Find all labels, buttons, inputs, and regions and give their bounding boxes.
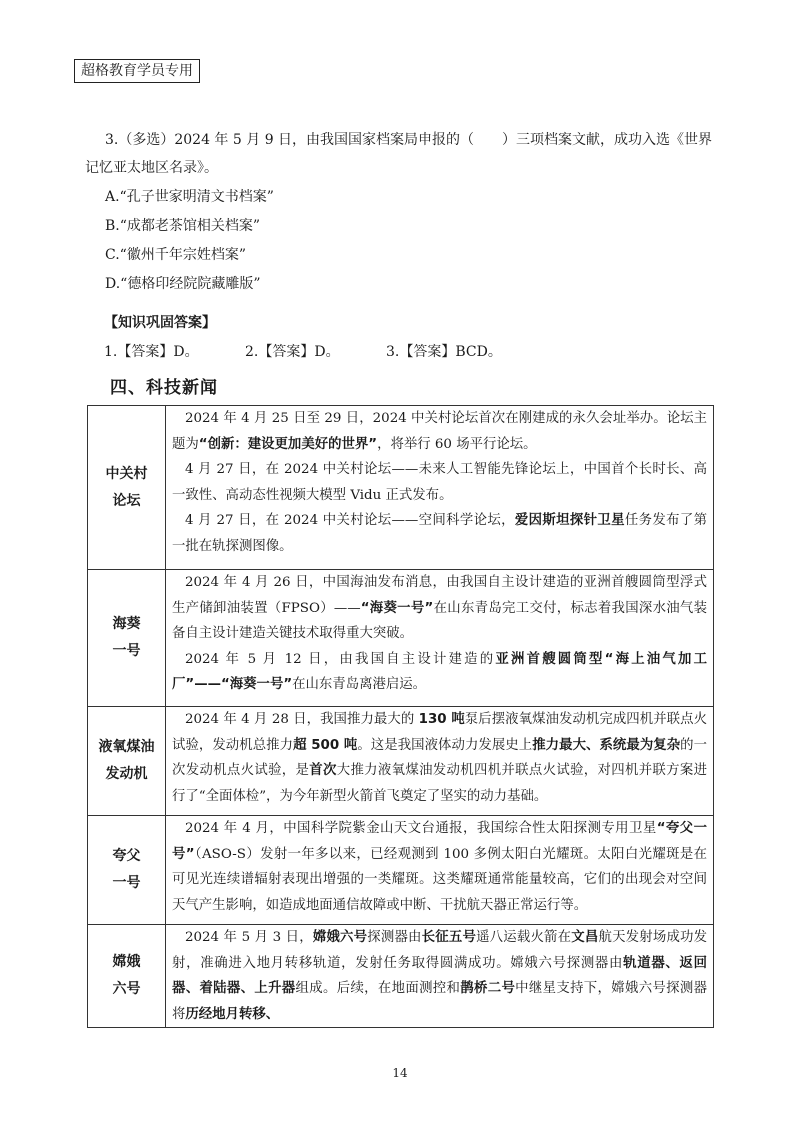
news-label-yyk: 液氧煤油 发动机 [88, 707, 166, 816]
news-content-ce [166, 925, 714, 1028]
answers-row [104, 341, 704, 363]
news-row-yyk [88, 707, 714, 816]
news-table [87, 405, 714, 1028]
news-paragraph: 2024 年 4 月 25 日至 29 日，2024 中关村论坛首次在刚建成的永久会址举办。论坛主题为“创新：建设更加美好的世界”，将举行 60 场平行论坛。 [172, 411, 707, 452]
news-paragraph: 4 月 27 日，在 2024 中关村论坛——空间科学论坛，爱因斯坦探针卫星任务发布了第一批在轨探测图像。 [172, 513, 707, 554]
answer-1: 1.【答案】D。 [104, 344, 199, 360]
news-label-hk: 海葵 一号 [88, 570, 166, 707]
news-paragraph: 2024 年 4 月 26 日，中国海油发布消息，由我国自主设计建造的亚洲首艘圆筒型浮式生产储卸油装置（FPSO）——“海葵一号”在山东青岛完工交付，标志着我国深水油气装备自主设计建造关键技术取得重大突破。 [172, 575, 708, 642]
news-content-kf [166, 816, 714, 925]
news-row-zgc [88, 406, 714, 570]
option-d: D.“德格印经院院藏雕版” [105, 276, 261, 292]
news-label-ce: 嫦娥 六号 [88, 925, 166, 1028]
news-content-hk [166, 570, 714, 707]
news-content-zgc [166, 406, 714, 570]
question-stem: 3.（多选）2024 年 5 月 9 日，由我国国家档案局申报的（ ）三项档案文献，成功入选《世界记忆亚太地区名录》。 [85, 132, 713, 176]
news-paragraph: 2024 年 4 月 28 日，我国推力最大的 130 吨泵后摆液氧煤油发动机完成四机并联点火试验，发动机总推力超 500 吨。这是我国液体动力发展史上推力最大、系统最为复杂的一次发动机点火试验，是首次大推力液氧煤油发动机四机并联点火试验，对四机并联方案进行了“全面体检”，为今年新型火箭首飞奠定了坚实的动力基础。 [172, 712, 708, 804]
news-row-hk [88, 570, 714, 707]
answers-title: 【知识巩固答案】 [104, 315, 216, 331]
news-label-zgc: 中关村 论坛 [88, 406, 166, 570]
answer-3: 3.【答案】BCD。 [386, 344, 502, 360]
news-label-kf: 夸父 一号 [88, 816, 166, 925]
answer-2: 2.【答案】D。 [245, 344, 340, 360]
news-paragraph: 4 月 27 日，在 2024 中关村论坛——未来人工智能先锋论坛上，中国首个长时长、高一致性、高动态性视频大模型 Vidu 正式发布。 [172, 462, 707, 503]
news-row-kf [88, 816, 714, 925]
section-title: 四、科技新闻 [110, 378, 218, 398]
option-c: C.“徽州千年宗姓档案” [105, 247, 246, 263]
news-content-yyk [166, 707, 714, 816]
news-row-ce [88, 925, 714, 1028]
option-a: A.“孔子世家明清文书档案” [105, 189, 274, 205]
news-paragraph: 2024 年 5 月 12 日，由我国自主设计建造的亚洲首艘圆筒型“海上油气加工厂”——“海葵一号”在山东青岛离港启运。 [172, 651, 707, 693]
question-block [85, 126, 717, 298]
page-number: 14 [392, 1066, 408, 1080]
news-paragraph: 2024 年 4 月，中国科学院紫金山天文台通报，我国综合性太阳探测专用卫星“夸父一号”（ASO-S）发射一年多以来，已经观测到 100 多例太阳白光耀斑。太阳白光耀斑是在可见光连续谱辐射表现出增强的一类耀斑。这类耀斑通常能量较高，它们的出现会对空间天气产生影响，如造成地面通信故障或中断、干扰航天器正常运行等。 [172, 821, 707, 913]
option-b: B.“成都老茶馆相关档案” [105, 218, 261, 234]
news-paragraph: 2024 年 5 月 3 日，嫦娥六号探测器由长征五号遥八运载火箭在文昌航天发射场成功发射，准确进入地月转移轨道，发射任务取得圆满成功。嫦娥六号探测器由轨道器、返回器、着陆器、上升器组成。后续，在地面测控和鹊桥二号中继星支持下，嫦娥六号探测器将历经地月转移、 [172, 930, 708, 1022]
header-badge: 超格教育学员专用 [74, 59, 200, 83]
